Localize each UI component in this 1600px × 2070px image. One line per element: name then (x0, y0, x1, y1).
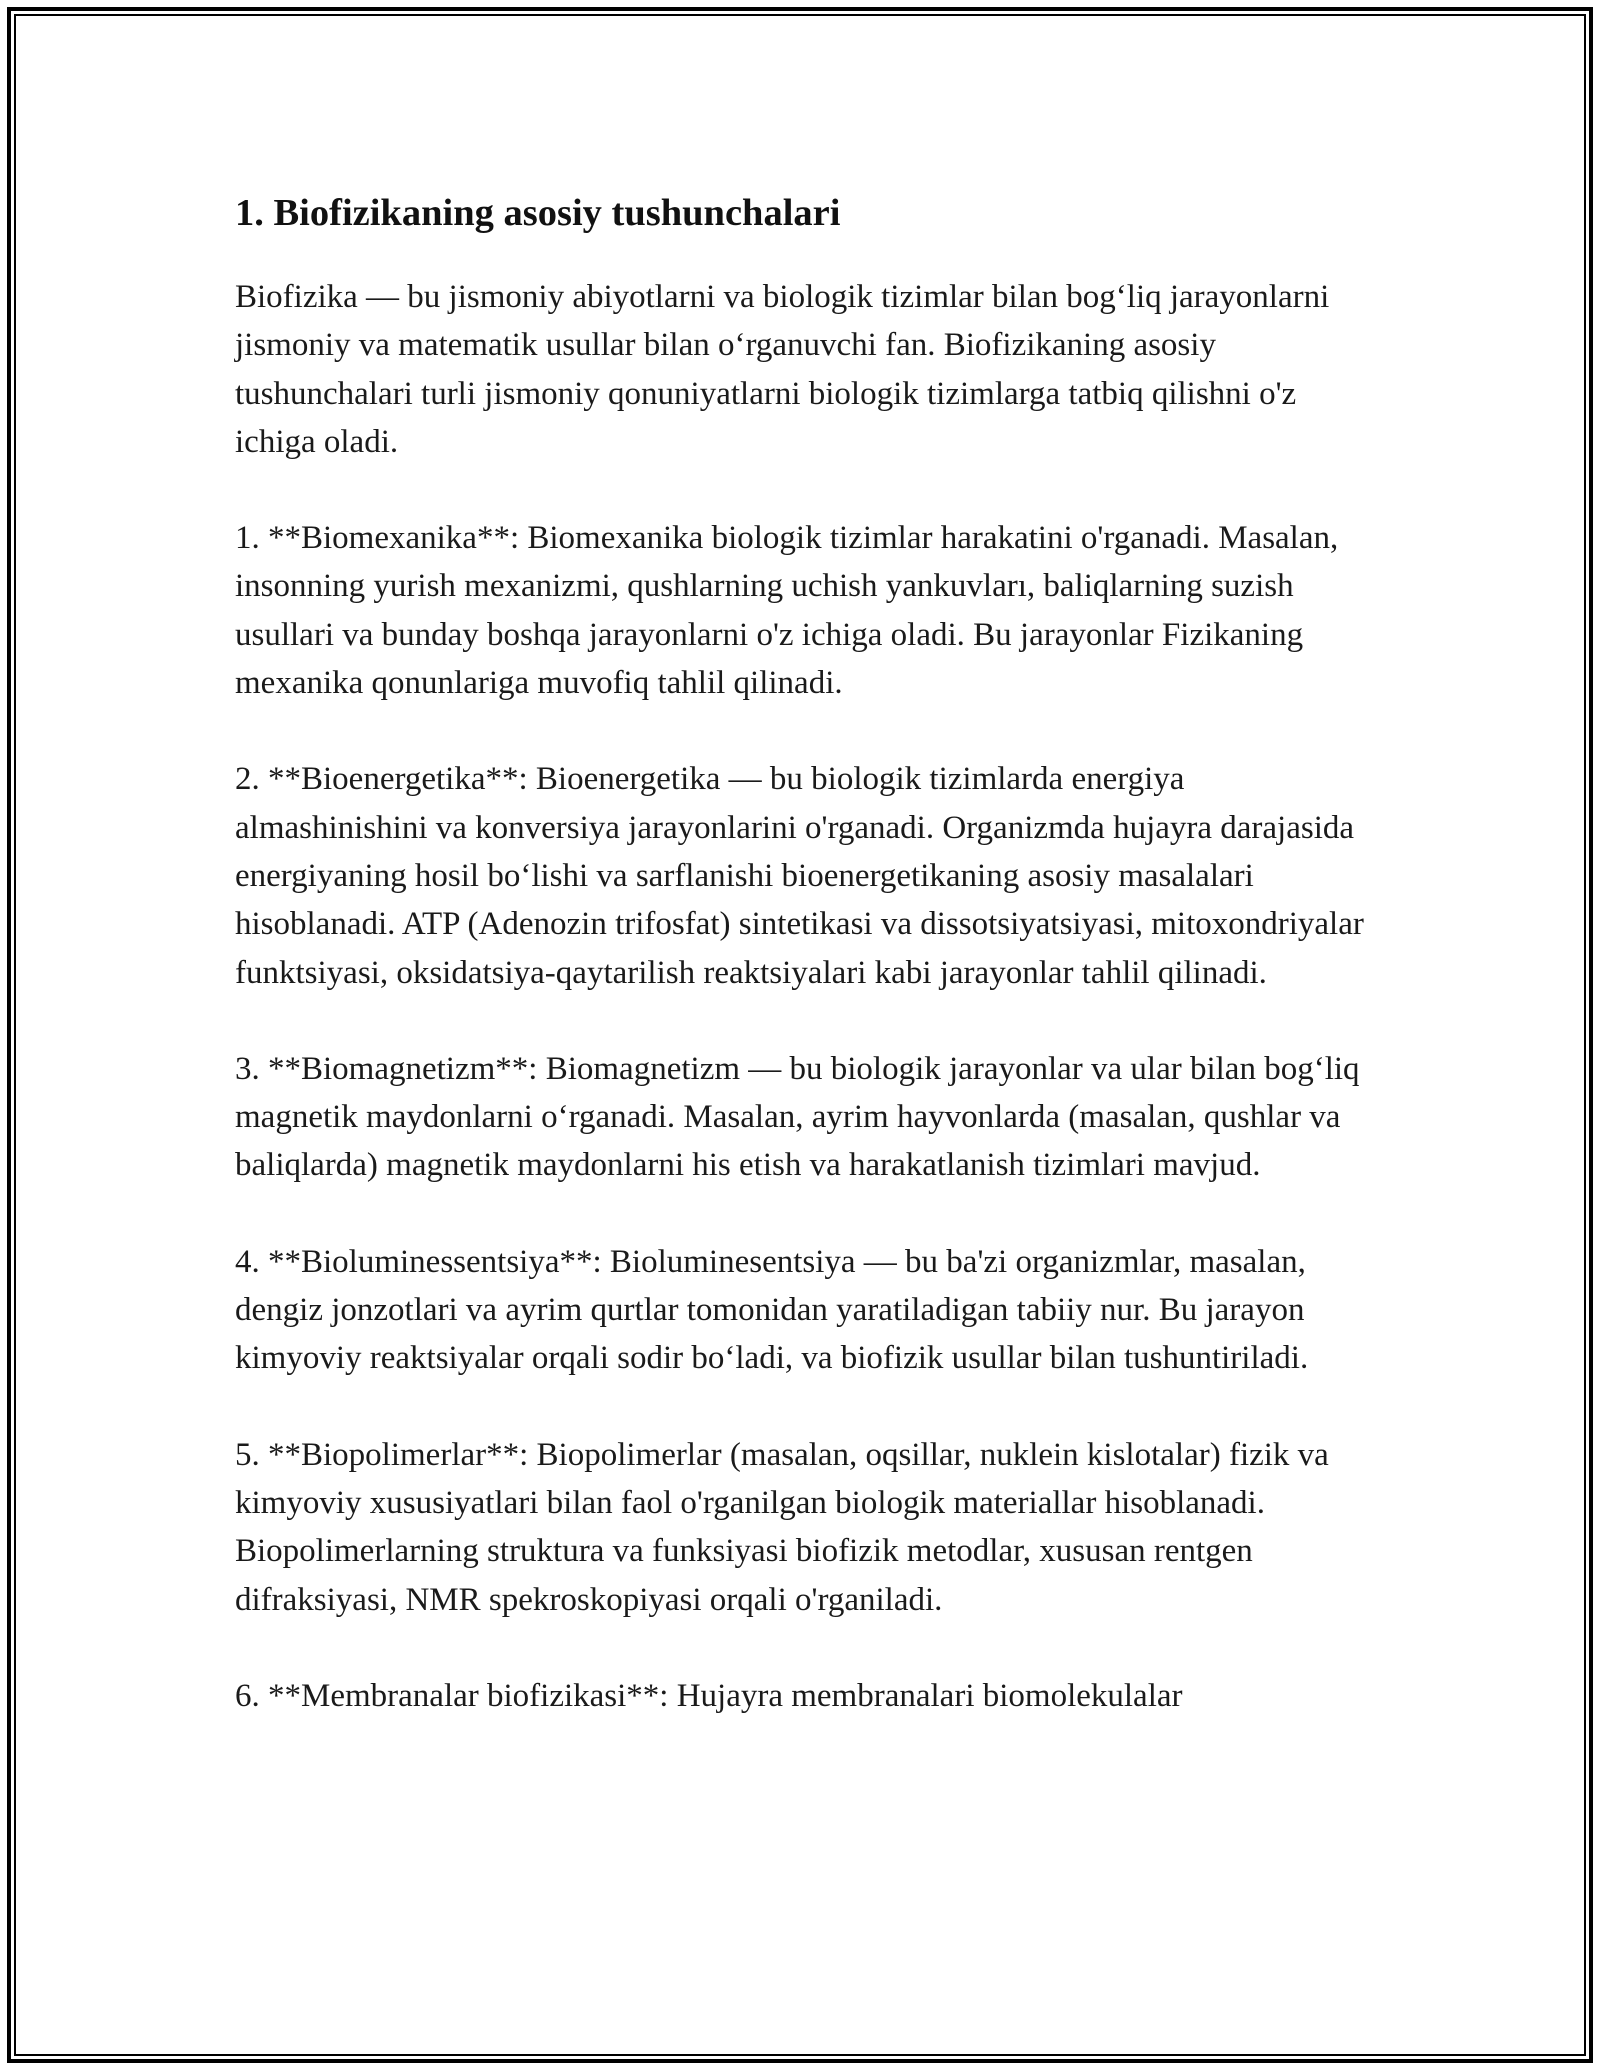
section-heading: 1. Biofizikaning asosiy tushunchalari (235, 192, 841, 234)
paragraph-bioluminessentsiya: 4. **Bioluminessentsiya**: Bioluminesentsiya — bu ba'zi organizmlar, masalan, dengiz jonzotlari va ayrim qurtlar tomonidan yaratiladigan tabiiy nur. Bu jarayon kimyoviy reaktsiyalar orqali sodir bo‘ladi, va biofizik usullar bilan tushuntiriladi. (235, 1243, 1309, 1377)
intro-paragraph: Biofizika — bu jismoniy abiyotlarni va biologik tizimlar bilan bog‘liq jarayonlarni jismoniy va matematik usullar bilan o‘rganuvchi fan. Biofizikaning asosiy tushunchalari turli jismoniy qonuniyatlarni biologik tizimlarga tatbiq qilishni o'z ichiga oladi. (235, 279, 1330, 460)
paragraph-membranalar: 6. **Membranalar biofizikasi**: Hujayra membranalari biomolekulalar (235, 1677, 1183, 1714)
paragraph-biomagnetizm: 3. **Biomagnetizm**: Biomagnetizm — bu biologik jarayonlar va ular bilan bog‘liq magnetik maydonlarni o‘rganadi. Masalan, ayrim hayvonlarda (masalan, qushlar va baliqlarda) magnetik maydonlarni his etish va harakatlanish tizimlari mavjud. (235, 1050, 1360, 1184)
paragraph-biomexanika: 1. **Biomexanika**: Biomexanika biologik tizimlar harakatini o'rganadi. Masalan, insonning yurish mexanizmi, qushlarning uchish yankuvları, baliqlarning suzish usullari va bunday boshqa jarayonlarni o'z ichiga oladi. Bu jarayonlar Fizikaning mexanika qonunlariga muvofiq tahlil qilinadi. (235, 520, 1339, 702)
paragraph-bioenergetika: 2. **Bioenergetika**: Bioenergetika — bu biologik tizimlarda energiya almashinishini va konversiya jarayonlarini o'rganadi. Organizmda hujayra darajasida energiyaning hosil bo‘lishi va sarflanishi bioenergetikaning asosiy masalalari hisoblanadi. ATP (Adenozin trifosfat) sintetikasi va dissotsiyatsiyasi, mitoxondriyalar funktsiyasi, oksidatsiya-qaytarilish reaktsiyalari kabi jarayonlar tahlil qilinadi. (235, 761, 1364, 991)
paragraph-biopolimerlar: 5. **Biopolimerlar**: Biopolimerlar (masalan, oqsillar, nuklein kislotalar) fizik va kimyoviy xususiyatlari bilan faol o'rganilgan biologik materiallar hisoblanadi. Biopolimerlarning struktura va funksiyasi biofizik metodlar, xususan rentgen difraksiyasi, NMR spekroskopiyasi orqali o'rganiladi. (235, 1436, 1329, 1618)
document-page (235, 183, 1375, 1768)
